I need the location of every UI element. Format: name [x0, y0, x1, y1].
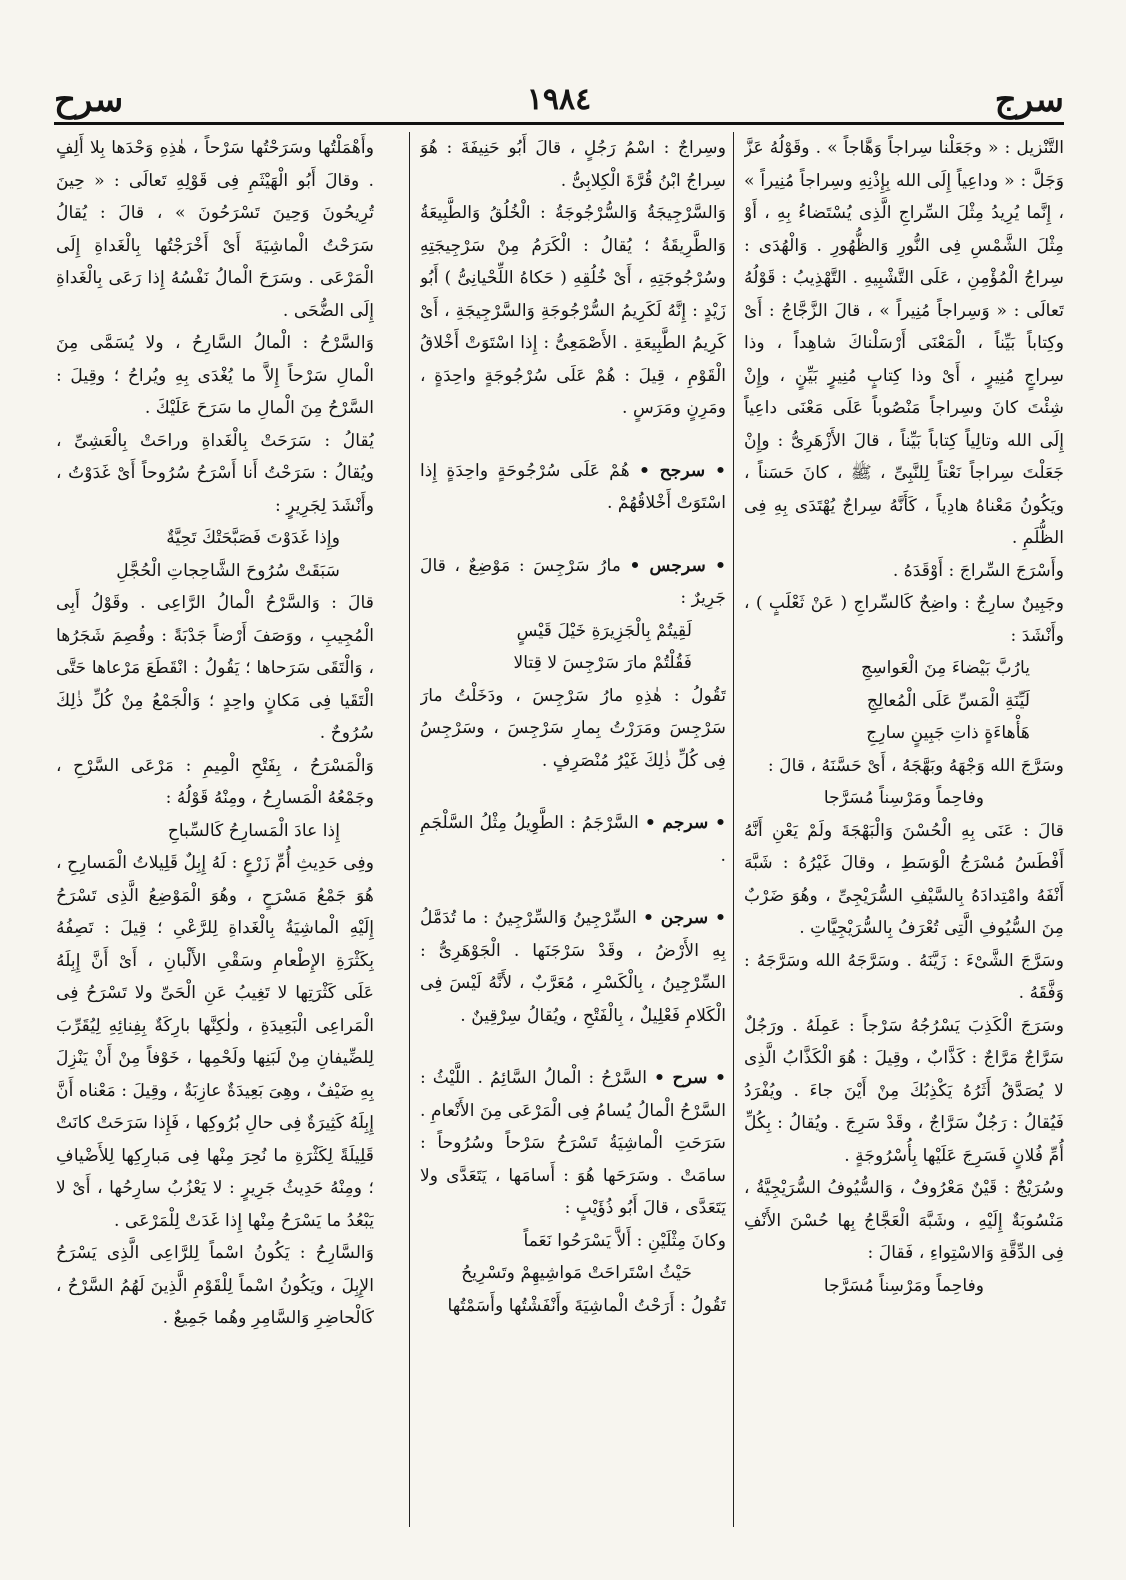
text-paragraph — [56, 327, 374, 425]
paragraph-text: لَقِيتُمْ بِالْجَزِيرَةِ خَيْلَ قَيْسٍ — [516, 620, 692, 641]
verse-line — [56, 555, 374, 588]
text-paragraph — [744, 555, 1064, 588]
paragraph-text: وجَبِينٌ سارِجٌ : واضِحٌ كَالسِّراجِ ( عَنْ ثَعْلَبٍ ) ، وأَنْشَدَ : — [744, 593, 1064, 646]
text-paragraph — [56, 1237, 374, 1335]
paragraph-text: التَّنْزيل : « وجَعَلْنا سِراجاً وَهَّاجاً » . وقَوْلُهُ عَزَّ وَجَلَّ : « وداعِياً إِلَى الله بِإِذْنِهِ وسِراجاً مُنِيراً » ، إِنَّما يُرِيدُ مِثْلَ السِّراجِ الَّذِى يُسْتَضاءُ بِهِ ، أَوْ مِثْلَ الشَّمْسِ فِى النُّورِ وَالظُّهُورِ . وَالْهُدَى : سِراجُ الْمُؤْمِنِ ، عَلَى التَّشْبِيهِ . التَّهْذِيبُ : قَوْلُهُ تَعالَى : « وَسِراجاً مُنِيراً » ، قالَ الزَّجَّاجُ : أَىْ وكِتاباً بَيِّناً ، الْمَعْنَى أَرْسَلْناكَ شاهِداً ، وذا سِراجٍ مُنِيرٍ ، أَىْ وذا كِتابٍ مُنِيرٍ بَيِّنٍ ، وإِنْ شِئْتَ كانَ وسِراجاً مَنْصُوباً عَلَى مَعْنَى داعِياً إِلَى الله وتالِياً كِتاباً بَيِّناً ، قالَ الأَزْهَرِىُّ : وإِنْ جَعَلْتَ سِراجاً نَعْتاً لِلنَّبِىِّ ، ﷺ ، كانَ حَسَناً ، ويَكُونُ مَعْناهُ هادِياً ، كَأَنَّهُ سِراجٌ يُهْتَدَى بِهِ فِى الظُّلَمِ . — [744, 138, 1064, 548]
page-header — [54, 78, 1064, 122]
entry-gap — [420, 1032, 726, 1062]
paragraph-text: وفِى حَدِيثِ أُمِّ زَرْعٍ : لَهُ إِبِلٌ قَلِيلاتُ الْمَسارِحِ ، هُوَ جَمْعُ مَسْرَحٍ ، وهُوَ الْمَوْضِعُ الَّذِى تَسْرَحُ إِلَيْهِ الْماشِيَةُ بِالْغَداةِ لِلرَّعْىِ ؛ قِيلَ : تَصِفُهُ بِكَثْرَةِ الإِطْعامِ وسَقْىِ الأَلْبانِ ، أَىْ أَنَّ إِبِلَهُ عَلَى كَثْرَتِها لا تَغِيبُ عَنِ الْحَىِّ ولا تَسْرَحُ فِى الْمَراعِى الْبَعِيدَةِ ، ولٰكِنَّها بارِكَةٌ بِفِنائِهِ لِيُقَرِّبَ لِلضِّيفانِ مِنْ لَبَنِها ولَحْمِها ، خَوْفاً مِنْ أَنْ يَنْزِلَ بِهِ ضَيْفٌ ، وهِىَ بَعِيدَةٌ عازِبَةٌ ، وقِيلَ : مَعْناه أَنَّ إِبِلَهُ كَثِيرَةٌ فِى حالِ بُرُوكِها ، فَإِذا سَرَحَتْ كانَتْ قَلِيلَةً لِكَثْرَةِ ما نُحِرَ مِنْها فِى مَبارِكِها لِلأَضْيافِ ؛ ومِنْهُ حَدِيثُ جَرِيرٍ : لا يَعْزُبُ سارِحُها ، أَىْ لا يَبْعُدُ ما يَسْرَحُ مِنْها إِذا غَدَتْ لِلْمَرْعَى . — [56, 853, 374, 1231]
paragraph-text: السِّرْجِينُ وَالسِّرْجِينُ : ما تُدَمَّلُ بِهِ الأَرْضُ ، وقَدْ سَرْجَنَها . الْجَوْهَرِىُّ : السِّرْجِينُ ، بِالْكَسْرِ ، مُعَرَّبٌ ، لأَنَّهُ لَيْسَ فِى الْكَلامِ فَعْلِيلٌ ، بِالْفَتْحِ ، ويُقالُ سِرْقِينٌ . — [420, 908, 726, 1026]
middle-column — [420, 132, 726, 1527]
paragraph-text: وسَرَجَ الْكَذِبَ يَسْرُجُهُ سَرْجاً : عَمِلَهُ . ورَجُلٌ سَرَّاجٌ مَرَّاجٌ : كَذَّابٌ ، وقِيلَ : هُوَ الْكَذَّابُ الَّذِى لا يُصَدَّقُ أَثَرُهُ يَكْذِبُكَ مِنْ أَيْنَ جاءَ . ويُفْرَدُ فَيُقالُ : رَجُلٌ سَرَّاجٌ ، وقَدْ سَرِجَ . ويُقالُ : بِكُلِّ أُمِّ فُلانٍ فَسَرِجَ عَلَيْها بِأُسْرُوجَةٍ . — [744, 1015, 1064, 1166]
text-paragraph — [56, 587, 374, 750]
paragraph-text: السَّرْحُ : الْمالُ السَّائِمُ . اللَّيْثُ : السَّرْحُ الْمالُ يُسامُ فِى الْمَرْعَى مِنَ الأَنْعامِ . سَرَحَتِ الْماشِيَةُ تَسْرَحُ سَرْحاً وسُرُوحاً : سامَتْ . وسَرَحَها هُوَ : أَسامَها ، يَتَعَدَّى ولا يَتَعَدَّى ، قالَ أَبُو ذُؤَيْبٍ : — [420, 1068, 726, 1218]
paragraph-text: يارُبَّ بَيْضاءَ مِنَ الْعَواسِجِ — [861, 658, 1030, 678]
text-paragraph — [56, 132, 374, 327]
text-paragraph — [420, 132, 726, 197]
entry-headword: • سرجح • — [638, 460, 726, 481]
page-number: ١٩٨٤ — [526, 82, 592, 117]
paragraph-text: تَقُولُ : هٰذِهِ مارُ سَرْجِسَ ، ودَخَلْتُ مارَ سَرْجِسَ ومَرَرْتُ بِمارِ سَرْجِسَ ، وسَرْجِسُ فِى كُلِّ ذٰلِكَ غَيْرُ مُنْصَرِفٍ . — [420, 685, 726, 771]
running-head-right: سرج — [994, 80, 1064, 120]
paragraph-text: فَقُلْتُمْ مارَ سَرْجِسَ لا قِتالا — [513, 653, 692, 673]
paragraph-text: وسَرَّجَ الشَّىْءَ : زَيَّنَهُ . وسَرَّجَهُ الله وسَرَّجَهُ : وَفَّقَهُ . — [744, 950, 1064, 1003]
text-paragraph — [420, 197, 726, 425]
paragraph-text: مارُ سَرْجِسَ : مَوْضِعٌ ، قالَ جَرِيرٌ : — [420, 555, 726, 608]
text-paragraph — [420, 550, 726, 615]
verse-line — [420, 1257, 726, 1290]
paragraph-text: وَالْمَسْرَحُ ، بِفَتْحِ الْمِيمِ : مَرْعَى السَّرْحِ ، وجَمْعُهُ الْمَسارِحُ ، ومِنْهُ قَوْلُهُ : — [56, 755, 374, 808]
paragraph-text: وأَسْرَجَ السِّراجَ : أَوْقَدَهُ . — [892, 560, 1064, 581]
paragraph-text: وسَرَّجَ الله وَجْهَهُ وبَهَّجَهُ ، أَىْ حَسَّنَهُ ، قالَ : — [767, 755, 1064, 776]
paragraph-text: وسِراجٌ : اسْمُ رَجُلٍ ، قالَ أَبُو حَنِيفَةَ : هُوَ سِراجُ ابْنُ قُرَّةَ الْكِلابِىُّ . — [420, 138, 726, 191]
entry-headword: • سرجس • — [629, 555, 726, 576]
paragraph-text: هَأْهاءَةٍ ذاتِ جَبِينٍ سارِجِ — [866, 723, 1030, 743]
verse-line — [744, 685, 1064, 718]
text-paragraph — [420, 1290, 726, 1323]
entry-headword: • سرجن • — [643, 908, 726, 928]
paragraph-text: وفاحِماً ومَرْسِناً مُسَرَّجا — [823, 1275, 985, 1296]
column-divider-left — [409, 132, 410, 1527]
paragraph-text: وَالسَّارِحُ : يَكُونُ اسْماً لِلرَّاعِى الَّذِى يَسْرَحُ الإِبِلَ ، ويَكُونُ اسْماً لِلْقَوْمِ الَّذِينَ لَهُمُ السَّرْحُ ، كَالْحاضِرِ وَالسَّامِرِ وهُما جَمِيعٌ . — [56, 1243, 374, 1328]
right-column — [744, 132, 1064, 1527]
verse-line — [420, 615, 726, 648]
entry-gap — [420, 520, 726, 550]
verse-line — [744, 717, 1064, 750]
entry-headword: • سرجم • — [644, 813, 726, 833]
paragraph-text: سَبَقَتْ سُرُوحَ الشَّاحِجاتِ الْحُجَّلِ — [116, 560, 340, 581]
entry-gap — [420, 872, 726, 902]
entry-gap — [420, 777, 726, 807]
text-paragraph — [744, 1010, 1064, 1173]
text-paragraph — [744, 815, 1064, 945]
text-paragraph — [744, 132, 1064, 555]
entry-headword: • سرح • — [654, 1068, 726, 1088]
paragraph-text: وَالسَّرْجِيجَةُ وَالسُّرْجُوجَةُ : الْخُلُقُ وَالطَّبِيعَةُ وَالطَّرِيقَةُ ؛ يُقالُ : الْكَرَمُ مِنْ سَرْجِيجَتِهِ وسُرْجُوجَتِهِ ، أَىْ خُلُقِهِ ( حَكاهُ اللِّحْيانِىُّ ) أَبُو زَيْدٍ : إِنَّهُ لَكَرِيمُ السُّرْجُوجَةِ وَالسَّرْجِيجَةِ ، أَىْ كَرِيمُ الطَّبِيعَةِ . الأَصْمَعِىُّ : إِذا اسْتَوَتْ أَخْلاقُ الْقَوْمِ ، قِيلَ : هُمْ عَلَى سُرْجُوجَةٍ واحِدَةٍ ، ومَرِنٍ ومَرَسٍ . — [420, 203, 726, 418]
paragraph-text: وفاحِماً ومَرْسِناً مُسَرَّجا — [823, 788, 985, 808]
text-paragraph — [420, 1225, 726, 1258]
verse-line — [744, 1270, 1064, 1303]
text-paragraph — [420, 1062, 726, 1225]
text-paragraph — [744, 1172, 1064, 1270]
text-paragraph — [56, 425, 374, 523]
left-column — [56, 132, 374, 1527]
paragraph-text: قالَ : عَنَى بِهِ الْحُسْنَ وَالْبَهْجَةَ ولَمْ يَعْنِ أَنَّهُ أَفْطَسُ مُسْرَجُ الْوَسَطِ ، وقالَ غَيْرُهُ : شَبَّهَ أَنْفَهُ وامْتِدادَهُ بِالسَّيْفِ السُّرَيْجِىِّ ، وهُوَ ضَرْبٌ مِنَ السُّيُوفِ الَّتِى تُعْرَفُ بِالسُّرَيْجِيَّاتِ . — [744, 820, 1064, 938]
paragraph-text: وَالسَّرْحُ : الْمالُ السَّارِحُ ، ولا يُسَمَّى مِنَ الْمالِ سَرْحاً إِلاَّ ما يُغْدَى بِهِ ويُراحُ ؛ وقِيلَ : السَّرْحُ مِنَ الْمالِ ما سَرَحَ عَلَيْكَ . — [56, 333, 374, 418]
text-paragraph — [744, 587, 1064, 652]
text-paragraph — [420, 902, 726, 1032]
paragraph-text: إِذا عادَ الْمَسارِحُ كَالسِّباحِ — [167, 820, 340, 841]
text-paragraph — [56, 847, 374, 1237]
text-paragraph — [744, 945, 1064, 1010]
text-paragraph — [420, 455, 726, 520]
column-divider-right — [733, 132, 734, 1527]
paragraph-text: هُمْ عَلَى سُرْجُوحَةٍ واحِدَةٍ إِذا اسْتَوَتْ أَخْلاقُهُمْ . — [420, 460, 726, 513]
verse-line — [420, 647, 726, 680]
verse-line — [744, 782, 1064, 815]
header-rule — [54, 122, 1064, 125]
paragraph-text: حَيْثُ اسْتَراحَتْ مَواشِيهِمْ وتَسْرِيحُ — [461, 1263, 692, 1283]
paragraph-text: قالَ : وَالسَّرْحُ الْمالُ الرَّاعِى . وقَوْلُ أَبِى الْمُجِيبِ ، ووَصَفَ أَرْضاً جَدْبَةً : وقُصِمَ شَجَرُها ، وَالْتَقَى سَرَحاها ؛ يَقُولُ : انْقَطَعَ مَرْعاها حَتَّى الْتَقَيا فِى مَكانٍ واحِدٍ ؛ وَالْجَمْعُ مِنْ كُلِّ ذٰلِكَ سُرُوحٌ . — [56, 593, 374, 743]
paragraph-text: وسُرَيْجٌ : قَيْنٌ مَعْرُوفٌ ، وَالسُّيُوفُ السُّرَيْجِيَّةُ ، مَنْسُوبَةٌ إِلَيْهِ ، وشَبَّهَ الْعَجَّاجُ بِها حُسْنَ الأَنْفِ فِى الدِّقَّةِ وَالاسْتِواءِ ، فَقالَ : — [744, 1178, 1064, 1263]
entry-gap — [420, 425, 726, 455]
text-paragraph — [420, 807, 726, 872]
paragraph-text: السَّرْجَمُ : الطَّوِيلُ مِثْلُ السَّلْجَمِ . — [420, 813, 726, 866]
text-paragraph — [744, 750, 1064, 783]
text-paragraph — [56, 750, 374, 815]
paragraph-text: وكانَ مِثْلَيْنِ : أَلاَّ يَسْرَحُوا نَعَماً — [523, 1230, 726, 1251]
paragraph-text: يُقالُ : سَرَحَتْ بِالْغَداةِ وراحَتْ بِالْعَشِىِّ ، ويُقالُ : سَرَحْتُ أَنا أَسْرَحُ سُرُوحاً أَىْ غَدَوْتُ ، وأَنْشَدَ لِجَرِيرٍ : — [56, 430, 374, 516]
text-paragraph — [420, 680, 726, 778]
paragraph-text: وإِذا غَدَوْتَ فَصَبَّحَتْكَ تَحِيَّةٌ — [166, 528, 340, 548]
verse-line — [56, 522, 374, 555]
verse-line — [56, 815, 374, 848]
paragraph-text: لَيِّنَةِ الْمَسِّ عَلَى الْمُعالِجِ — [866, 690, 1030, 711]
paragraph-text: وأَهْمَلْتُها وسَرَحْتُها سَرْحاً ، هٰذِهِ وَحْدَها بِلا أَلِفٍ . وقالَ أَبُو الْهَيْثَمِ فِى قَوْلِهِ تَعالَى : « حِينَ تُرِيحُونَ وَحِينَ تَسْرَحُونَ » ، قالَ : يُقالُ سَرَحْتُ الْماشِيَةَ أَىْ أَخْرَجْتُها بِالْغَداةِ إِلَى الْمَرْعَى . وسَرَحَ الْمالُ نَفْسُهُ إِذا رَعَى بِالْغَداةِ إِلَى الضُّحَى . — [56, 138, 374, 321]
paragraph-text: تَقُولُ : أَرَحْتُ الْماشِيَةَ وأَنْفَشْتُها وأَسَمْتُها — [447, 1295, 726, 1316]
verse-line — [744, 652, 1064, 685]
running-head-left: سرح — [54, 80, 124, 120]
